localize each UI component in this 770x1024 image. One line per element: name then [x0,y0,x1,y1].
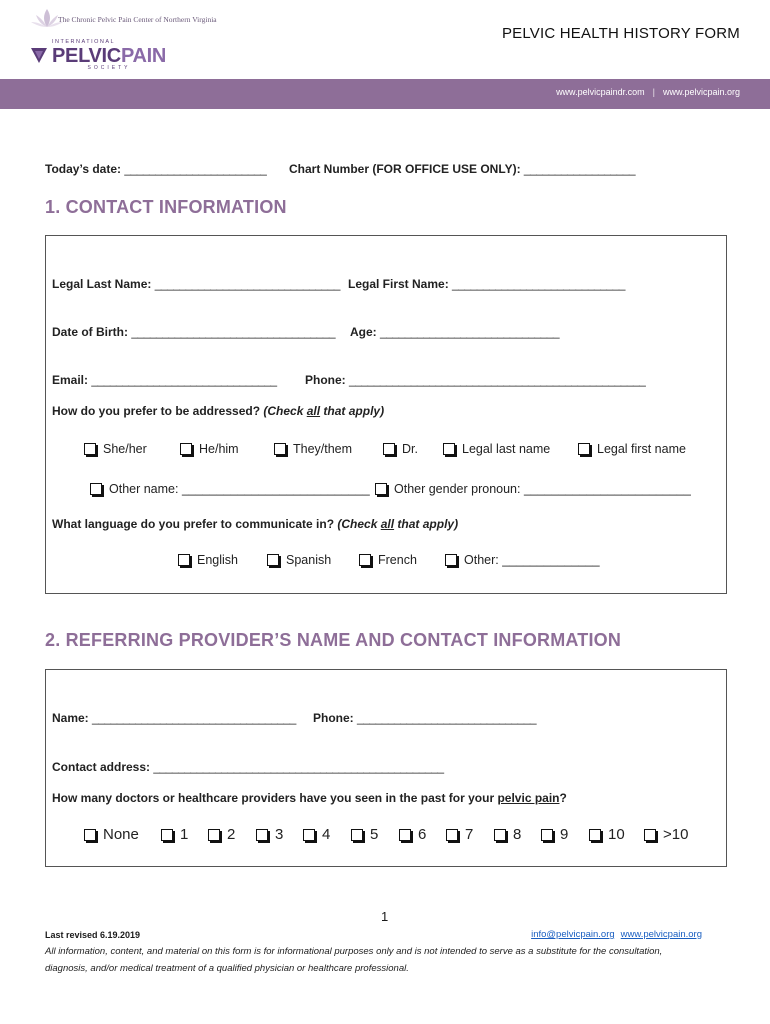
count-option-3[interactable]: 3 [256,826,283,843]
banner-link-pelvicpain[interactable]: www.pelvicpain.org [662,87,740,97]
society-sub-text: SOCIETY [87,64,131,71]
chart-number-row [289,162,635,176]
age-row [350,325,559,339]
checkbox-icon[interactable] [644,829,656,841]
address-question: How do you prefer to be addressed? (Check all that apply) [52,404,385,418]
checkbox-icon[interactable] [445,554,457,566]
checkbox-icon[interactable] [256,829,268,841]
todays-date-label: Today’s date: [45,162,122,176]
header-banner [0,79,770,109]
checkbox-icon[interactable] [383,443,395,455]
banner-separator: | [652,87,655,97]
checkbox-icon[interactable] [494,829,506,841]
pronoun-option-she[interactable]: She/her [84,442,147,456]
checkbox-icon[interactable] [375,483,387,495]
page-number: 1 [381,909,389,924]
footer-links [525,929,702,940]
first-name-label: Legal First Name: [348,277,449,291]
form-title: PELVIC HEALTH HISTORY FORM [501,25,740,42]
age-label: Age: [350,325,377,339]
count-option-9[interactable]: 9 [541,826,568,843]
language-question: What language do you prefer to communicate in? (Check all that apply) [52,517,459,531]
ribbon-shield-icon [30,46,48,64]
checkbox-icon[interactable] [161,829,173,841]
count-option-more-than-10[interactable]: >10 [644,826,688,843]
last-name-row [52,277,340,291]
provider-name-row [52,711,296,725]
chart-number-label: Chart Number (FOR OFFICE USE ONLY): [289,162,521,176]
checkbox-icon[interactable] [84,443,96,455]
checkbox-icon[interactable] [578,443,590,455]
other-name-option[interactable]: Other name: ___________________________ [90,482,370,496]
checkbox-icon[interactable] [359,554,371,566]
age-field[interactable]: _____________________________ [380,325,560,339]
dob-field[interactable]: _________________________________ [131,325,336,339]
first-name-row [348,277,625,291]
last-revised: Last revised 6.19.2019 [45,930,141,940]
checkbox-icon[interactable] [178,554,190,566]
pronoun-option-last-name[interactable]: Legal last name [443,442,550,456]
banner-link-pelvicpaindr[interactable]: www.pelvicpaindr.com [556,87,645,97]
last-name-field[interactable]: ______________________________ [154,277,340,291]
last-name-label: Legal Last Name: [52,277,152,291]
checkbox-icon[interactable] [541,829,553,841]
clinic-logo [30,6,217,32]
checkbox-icon[interactable] [303,829,315,841]
count-option-6[interactable]: 6 [399,826,426,843]
society-logo [30,40,166,71]
footer-email-link[interactable]: info@pelvicpain.org [531,929,615,940]
checkbox-icon[interactable] [399,829,411,841]
phone-label: Phone: [305,373,346,387]
checkbox-icon[interactable] [208,829,220,841]
pronoun-option-they[interactable]: They/them [274,442,352,456]
dob-row [52,325,335,339]
provider-count-question: How many doctors or healthcare providers have you seen in the past for your pelvic pain? [52,791,567,805]
phone-row [305,373,645,387]
pronoun-option-dr[interactable]: Dr. [383,442,418,456]
todays-date-row [45,162,266,176]
count-option-4[interactable]: 4 [303,826,330,843]
provider-address-field[interactable]: _______________________________________________ [153,760,444,774]
provider-phone-label: Phone: [313,711,354,725]
disclaimer: All information, content, and material on this form is for informational purposes only and is not intended to serve as a substitute for the consultation, diagnosis, and/or medical treatment of a qualified physician or healthcare professional. [45,946,663,974]
checkbox-icon[interactable] [443,443,455,455]
provider-address-row [52,760,444,774]
section-contact-title: 1. CONTACT INFORMATION [45,197,287,217]
provider-phone-field[interactable]: _____________________________ [357,711,537,725]
checkbox-icon[interactable] [274,443,286,455]
first-name-field[interactable]: ____________________________ [452,277,625,291]
dob-label: Date of Birth: [52,325,128,339]
provider-phone-row [313,711,536,725]
language-option-english[interactable]: English [178,553,238,567]
checkbox-icon[interactable] [351,829,363,841]
other-pronoun-option[interactable]: Other gender pronoun: ________________________ [375,482,691,496]
checkbox-icon[interactable] [90,483,102,495]
checkbox-icon[interactable] [589,829,601,841]
email-row [52,373,277,387]
count-option-8[interactable]: 8 [494,826,521,843]
provider-name-label: Name: [52,711,89,725]
language-option-other[interactable]: Other: ______________ [445,553,600,567]
count-option-none[interactable]: None [84,826,139,843]
checkbox-icon[interactable] [180,443,192,455]
count-option-5[interactable]: 5 [351,826,378,843]
footer-site-link[interactable]: www.pelvicpain.org [620,929,702,940]
count-option-1[interactable]: 1 [161,826,188,843]
count-option-2[interactable]: 2 [208,826,235,843]
count-option-10[interactable]: 10 [589,826,625,843]
language-option-french[interactable]: French [359,553,417,567]
todays-date-field[interactable]: _______________________ [124,162,267,176]
email-field[interactable]: ______________________________ [91,373,277,387]
society-name: PELVICPAIN [52,44,167,67]
phone-field[interactable]: ________________________________________________ [349,373,646,387]
provider-address-label: Contact address: [52,760,151,774]
count-option-7[interactable]: 7 [446,826,473,843]
checkbox-icon[interactable] [267,554,279,566]
pronoun-option-he[interactable]: He/him [180,442,239,456]
chart-number-field[interactable]: __________________ [523,162,636,176]
pronoun-option-first-name[interactable]: Legal first name [578,442,686,456]
language-option-spanish[interactable]: Spanish [267,553,331,567]
society-small-text: INTERNATIONAL [52,39,116,45]
checkbox-icon[interactable] [84,829,96,841]
provider-name-field[interactable]: _________________________________ [92,711,296,725]
email-label: Email: [52,373,89,387]
section-referring-title: 2. REFERRING PROVIDER’S NAME AND CONTACT INFORMATION [45,630,622,650]
clinic-name: The Chronic Pelvic Pain Center of Northern Virginia [58,14,217,24]
checkbox-icon[interactable] [446,829,458,841]
